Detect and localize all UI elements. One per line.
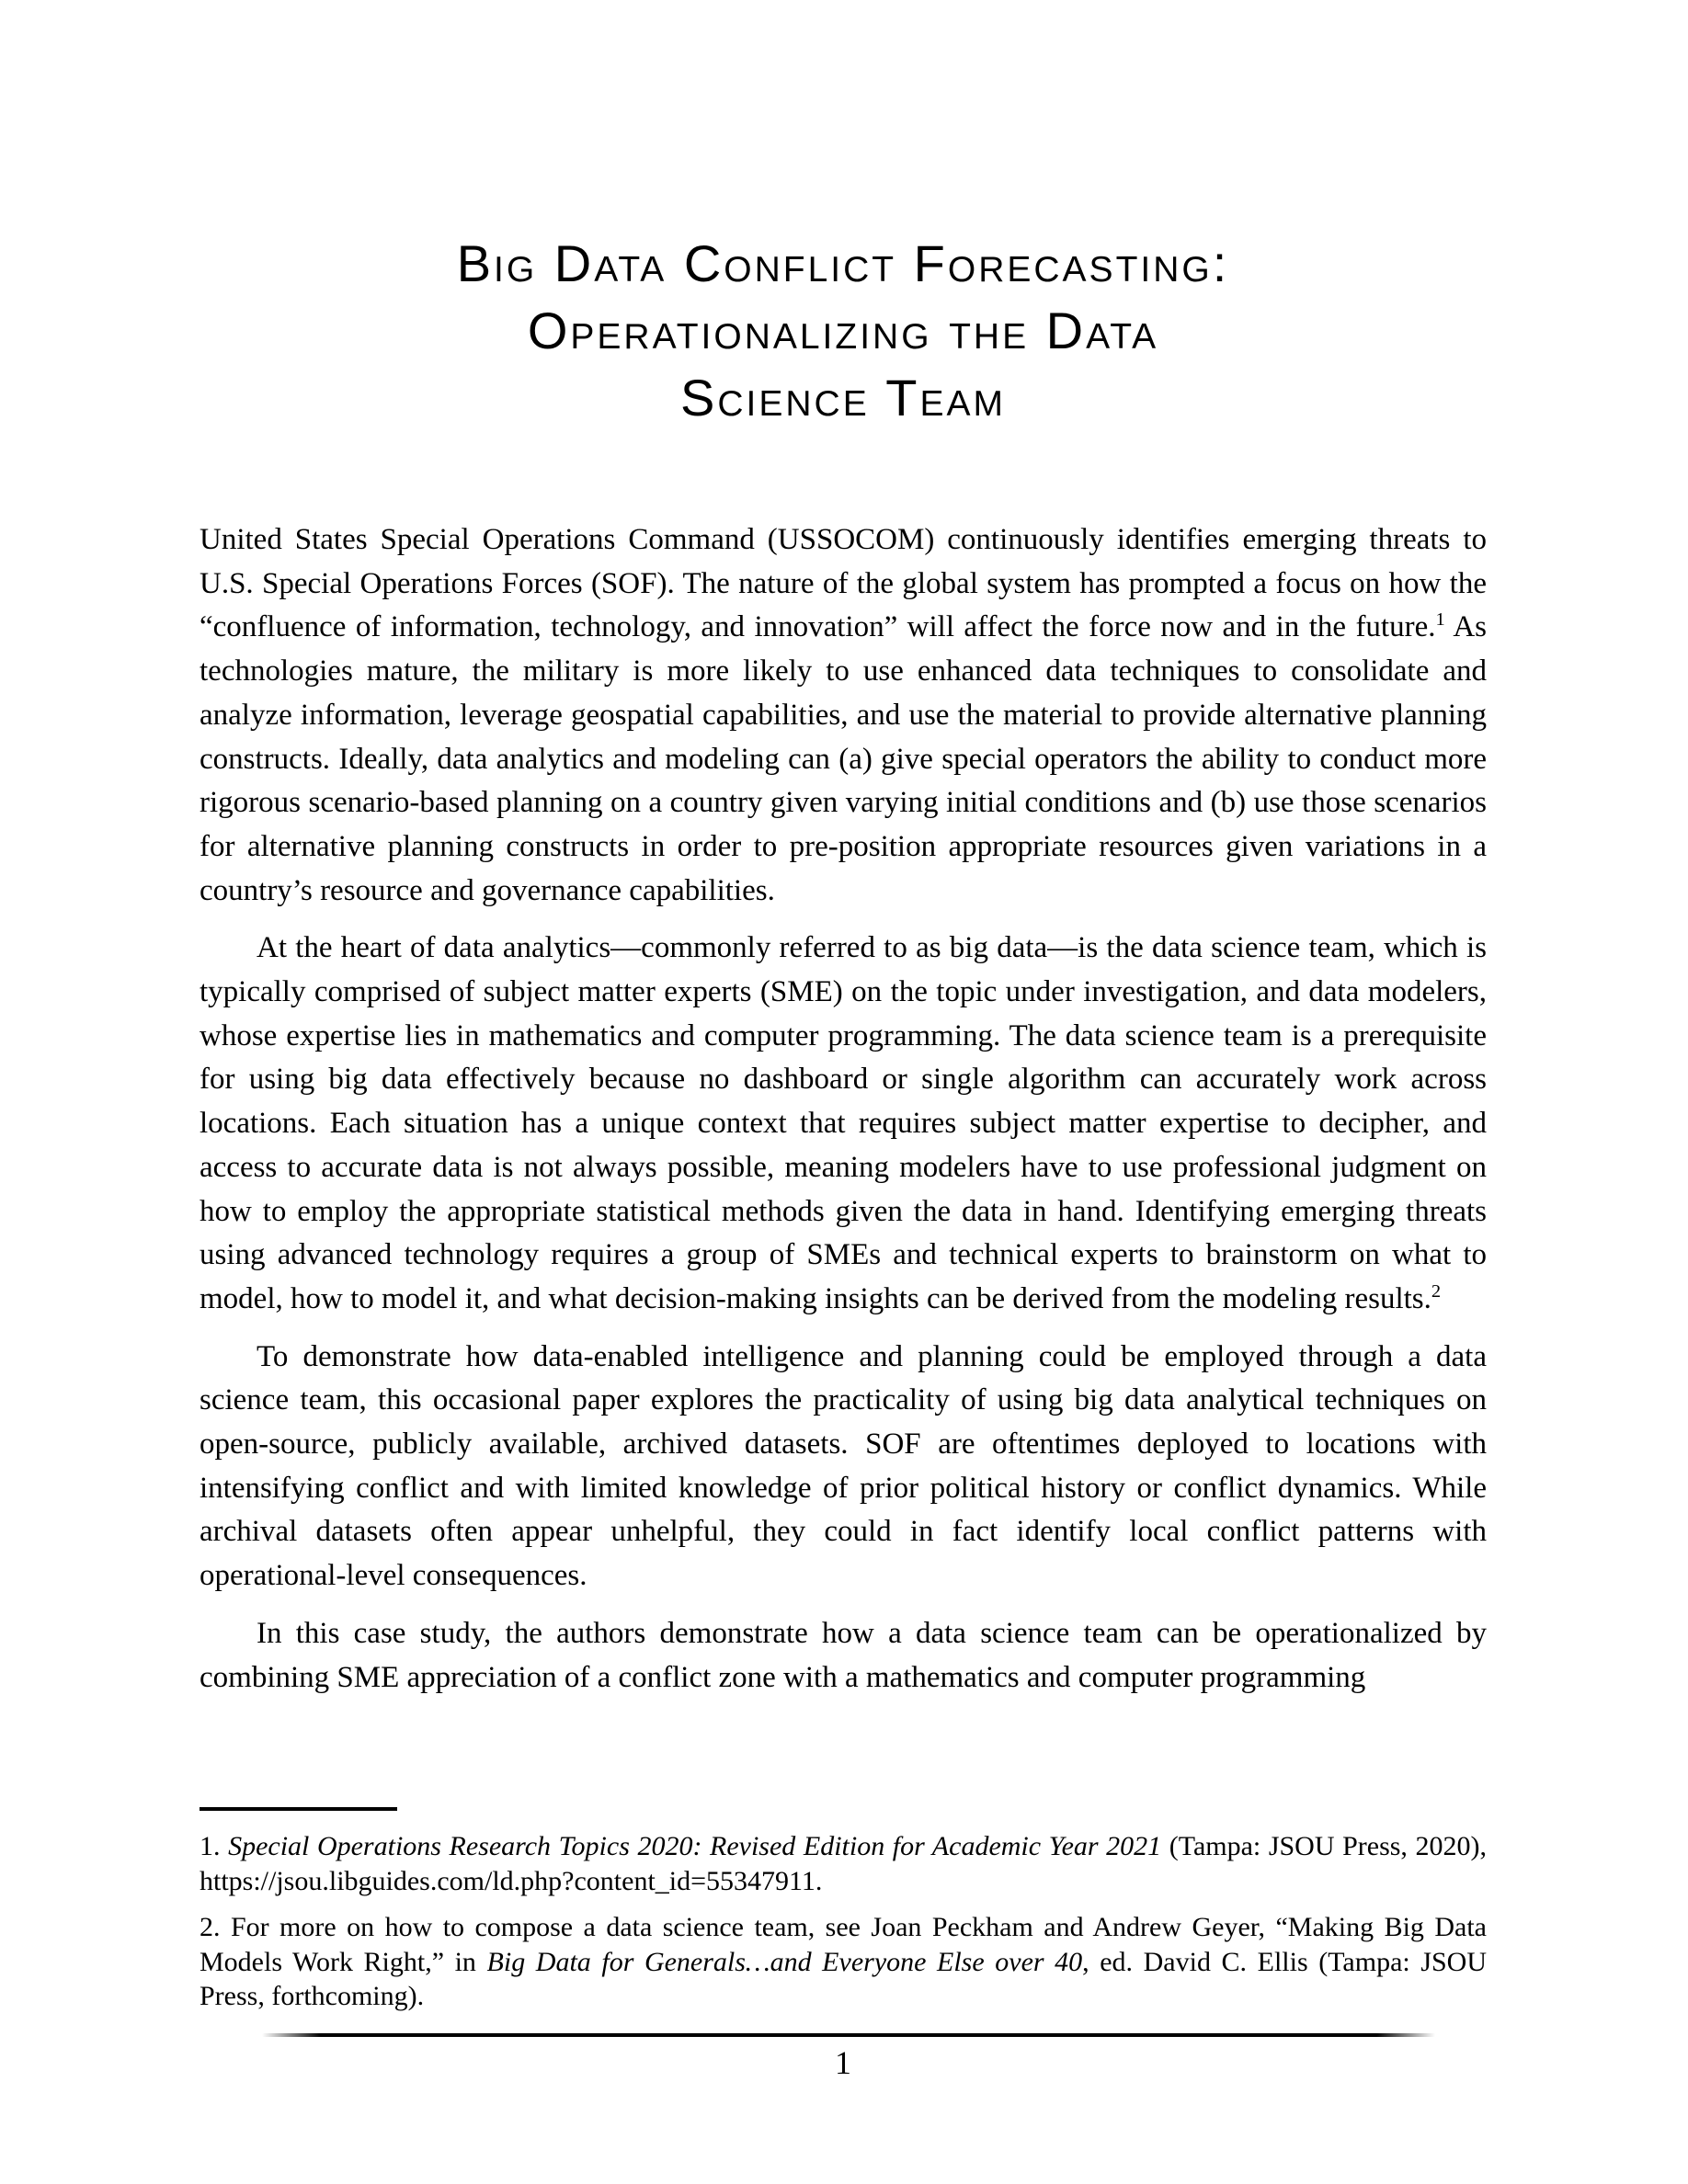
title-line-1: Big Data Conflict Forecasting: bbox=[456, 234, 1230, 292]
paragraph-text: In this case study, the authors demonstrate how a data science team can be operationalized by combining SME appreciation of a conflict zone with a mathematics and computer programming bbox=[200, 1616, 1487, 1694]
body-paragraph-2 bbox=[200, 927, 1487, 1321]
paragraph-text: United States Special Operations Command (USSOCOM) continuously identifies emerging threats to U.S. Special Operations Forces (SOF). The nature of the global system has prompted a focus on how the “confluence of information, technology, and innovation” will affect the force now and in the future. bbox=[200, 523, 1487, 644]
footnote-reference-1: 1 bbox=[1435, 609, 1445, 631]
page-number: 1 bbox=[835, 2044, 851, 2081]
footnote-2-text-tail: , ed. David C. Ellis (Tampa: JSOU Press, forthcoming). bbox=[200, 1946, 1488, 2011]
document-title bbox=[200, 230, 1487, 431]
paragraph-text: At the heart of data analytics—commonly referred to as big data—is the data science team, which is typically comprised of subject matter experts (SME) on the topic under investigation, and data modelers, whose expertise lies in mathematics and computer programming. The data science team is a prerequisite for using big data effectively because no dashboard or single algorithm can accurately work across locations. Each situation has a unique context that requires subject matter expertise to decipher, and access to accurate data is not always possible, meaning modelers have to use professional judgment on how to employ the appropriate statistical methods given the data in hand. Identifying emerging threats using advanced technology requires a group of SMEs and technical experts to brainstorm on what to model, how to model it, and what decision-making insights can be derived from the modeling results. bbox=[200, 931, 1487, 1315]
title-line-3: Science Team bbox=[680, 369, 1006, 427]
paragraph-text: As technologies mature, the military is more likely to use enhanced data techniques to consolidate and analyze information, leverage geospatial capabilities, and use the material to provide alternative planning constructs. Ideally, data analytics and modeling can (a) give special operators the ability to conduct more rigorous scenario-based planning on a country given varying initial conditions and (b) use those scenarios for alternative planning constructs in order to pre-position appropriate resources given variations in a country’s resource and governance capabilities. bbox=[200, 610, 1487, 907]
footnote-2-text: 2. For more on how to compose a data science team, see Joan Peckham and Andrew Geyer, “Making Big Data Models Work Right,” in bbox=[200, 1912, 1487, 1977]
footnote-1-italic-title: Special Operations Research Topics 2020: Revised Edition for Academic Year 2021 bbox=[228, 1831, 1162, 1861]
footnote-separator-rule bbox=[200, 1807, 397, 1811]
body-paragraph-3 bbox=[200, 1336, 1487, 1598]
title-line-2: Operationalizing the Data bbox=[527, 301, 1159, 359]
footer-rule bbox=[262, 2033, 1435, 2037]
body-paragraph-4 bbox=[200, 1612, 1487, 1700]
footnote-2-italic-title: Big Data for Generals…and Everyone Else over 40 bbox=[486, 1946, 1083, 1977]
footnote-2 bbox=[200, 1910, 1487, 2014]
paragraph-text: To demonstrate how data-enabled intelligence and planning could be employed through a data science team, this occasional paper explores the practicality of using big data analytical techniques on open-source, publicly available, archived datasets. SOF are oftentimes deployed to locations with intensifying conflict and with limited knowledge of prior political history or conflict dynamics. While archival datasets often appear unhelpful, they could in fact identify local conflict patterns with operational-level consequences. bbox=[200, 1339, 1487, 1593]
footnotes bbox=[200, 1829, 1487, 2026]
body-text bbox=[200, 518, 1487, 1713]
body-paragraph-1 bbox=[200, 518, 1487, 913]
footnote-marker-1: 1. bbox=[200, 1831, 229, 1861]
footnote-1 bbox=[200, 1829, 1487, 1898]
footnote-reference-2: 2 bbox=[1431, 1280, 1442, 1302]
footnote-1-text: (Tampa: JSOU Press, 2020), https://jsou.libguides.com/ld.php?content_id=55347911. bbox=[200, 1831, 1487, 1896]
